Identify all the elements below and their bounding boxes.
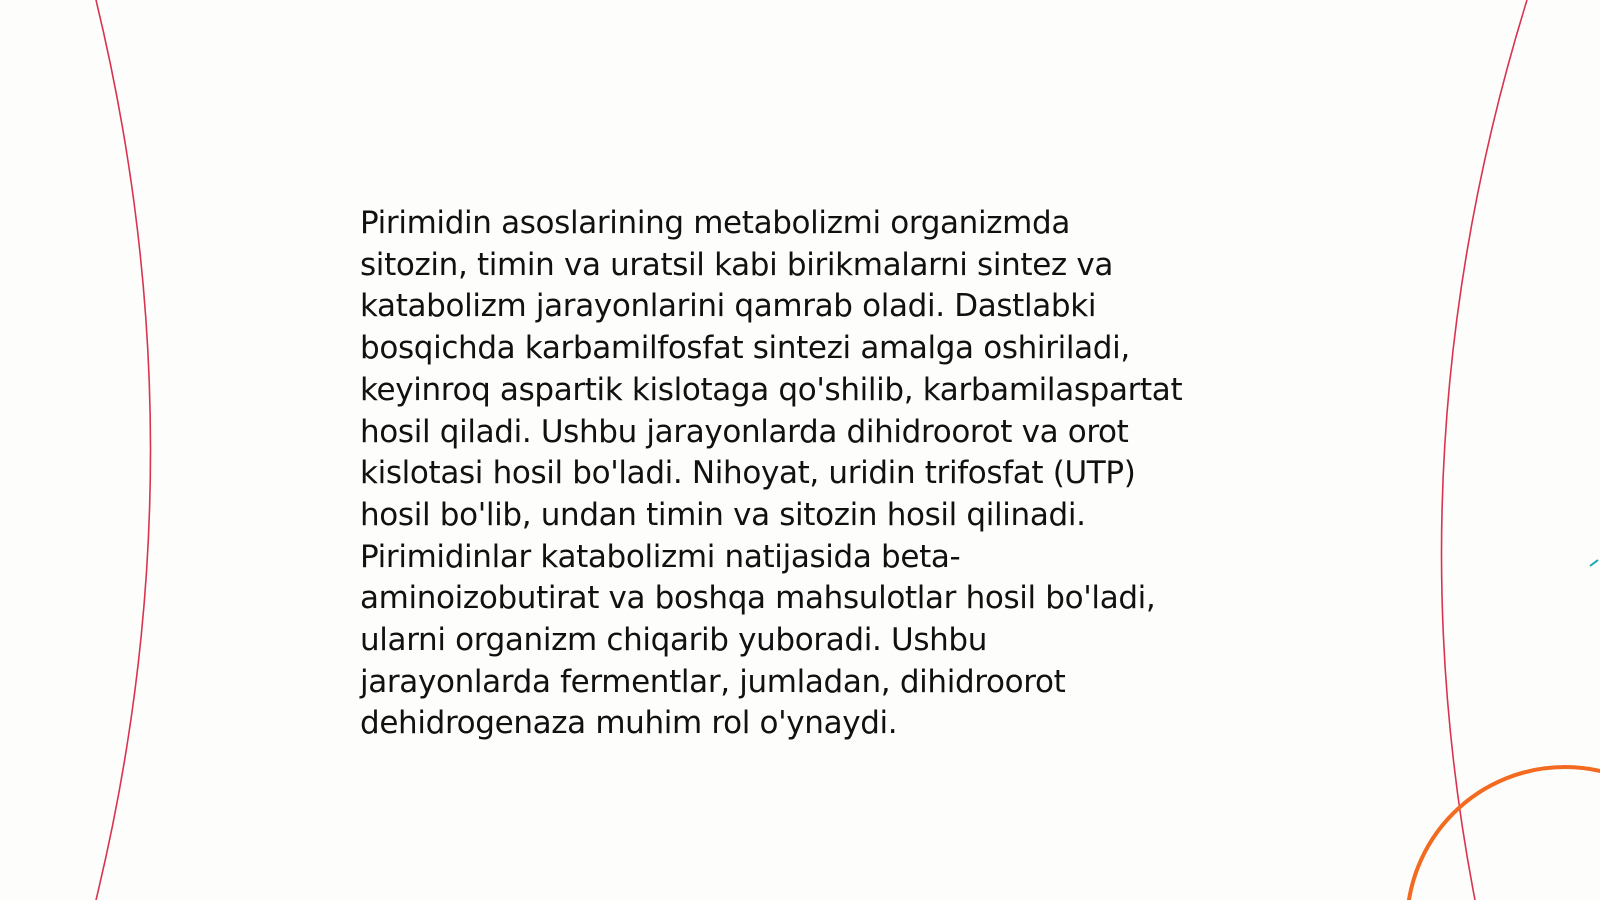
body-line: dehidrogenaza muhim rol o'ynaydi. bbox=[360, 705, 898, 742]
body-line: bosqichda karbamilfosfat sintezi amalga oshiriladi, bbox=[360, 330, 1130, 367]
body-line: hosil bo'lib, undan timin va sitozin hosil qilinadi. bbox=[360, 496, 1086, 533]
left-decorative-curve bbox=[96, 0, 151, 900]
body-line: jarayonlarda fermentlar, jumladan, dihidroorot bbox=[360, 663, 1066, 700]
body-line: katabolizm jarayonlarini qamrab oladi. Dastlabki bbox=[360, 288, 1097, 325]
body-paragraph bbox=[360, 203, 1260, 745]
body-line: Pirimidin asoslarining metabolizmi organizmda bbox=[360, 205, 1070, 241]
body-line: hosil qiladi. Ushbu jarayonlarda dihidroorot va orot bbox=[360, 413, 1129, 450]
body-line: ularni organizm chiqarib yuboradi. Ushbu bbox=[360, 622, 988, 659]
body-line: kislotasi hosil bo'ladi. Nihoyat, uridin trifosfat (UTP) bbox=[360, 455, 1136, 492]
orange-decorative-arc bbox=[1407, 767, 1600, 900]
body-line: Pirimidinlar katabolizmi natijasida beta- bbox=[360, 538, 961, 575]
body-line: keyinroq aspartik kislotaga qo'shilib, karbamilaspartat bbox=[360, 371, 1183, 408]
body-line: sitozin, timin va uratsil kabi birikmalarni sintez va bbox=[360, 246, 1113, 283]
right-decorative-curve bbox=[1442, 0, 1527, 900]
teal-decorative-mark bbox=[1590, 560, 1598, 566]
body-line: aminoizobutirat va boshqa mahsulotlar hosil bo'ladi, bbox=[360, 580, 1156, 617]
